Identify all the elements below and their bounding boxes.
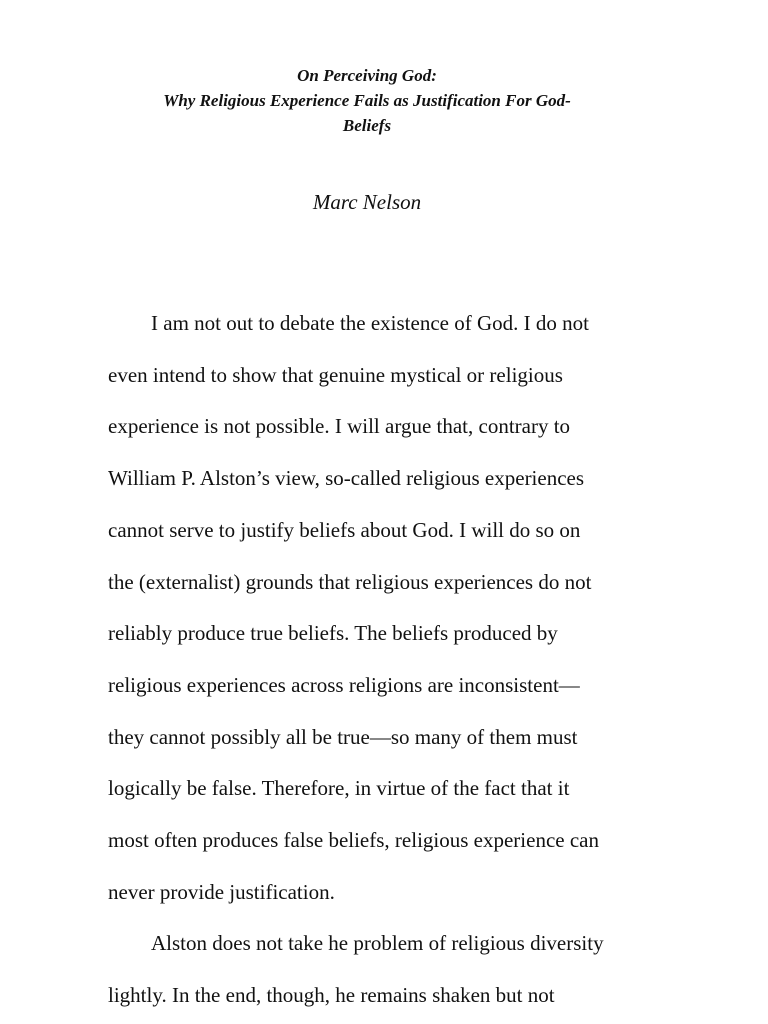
- paragraph-line: cannot serve to justify beliefs about God. I will do so on: [108, 517, 581, 542]
- paragraph-line: most often produces false beliefs, religious experience can: [108, 828, 599, 853]
- paragraph-line: the (externalist) grounds that religious experiences do not: [108, 569, 592, 594]
- paragraph-line: experience is not possible. I will argue that, contrary to: [108, 414, 571, 439]
- paragraph-line: logically be false. Therefore, in virtue of the fact that it: [108, 776, 570, 801]
- title-line-1: On Perceiving God:: [297, 66, 437, 85]
- body-text: [108, 298, 638, 1022]
- author-name: Marc Nelson: [312, 190, 422, 214]
- paragraph-line: Alston does not take he problem of religious diversity: [151, 931, 604, 956]
- title-line-2: Why Religious Experience Fails as Justification For God-: [163, 91, 571, 110]
- paragraph-line: even intend to show that genuine mystical or religious: [108, 362, 563, 387]
- paragraph-line: never provide justification.: [108, 879, 335, 904]
- paragraph-1: [108, 298, 638, 918]
- paragraph-line: lightly. In the end, though, he remains shaken but not: [108, 983, 555, 1008]
- paragraph-line: reliably produce true beliefs. The beliefs produced by: [108, 621, 558, 646]
- paragraph-line: they cannot possibly all be true—so many of them must: [108, 724, 578, 749]
- paper-title: [108, 63, 626, 138]
- paragraph-line: religious experiences across religions are inconsistent—: [108, 672, 580, 697]
- paragraph-line: I am not out to debate the existence of God. I do not: [151, 311, 589, 335]
- paragraph-2: [108, 918, 638, 1021]
- title-line-3: Beliefs: [342, 116, 392, 135]
- paragraph-line: William P. Alston’s view, so-called religious experiences: [108, 466, 585, 491]
